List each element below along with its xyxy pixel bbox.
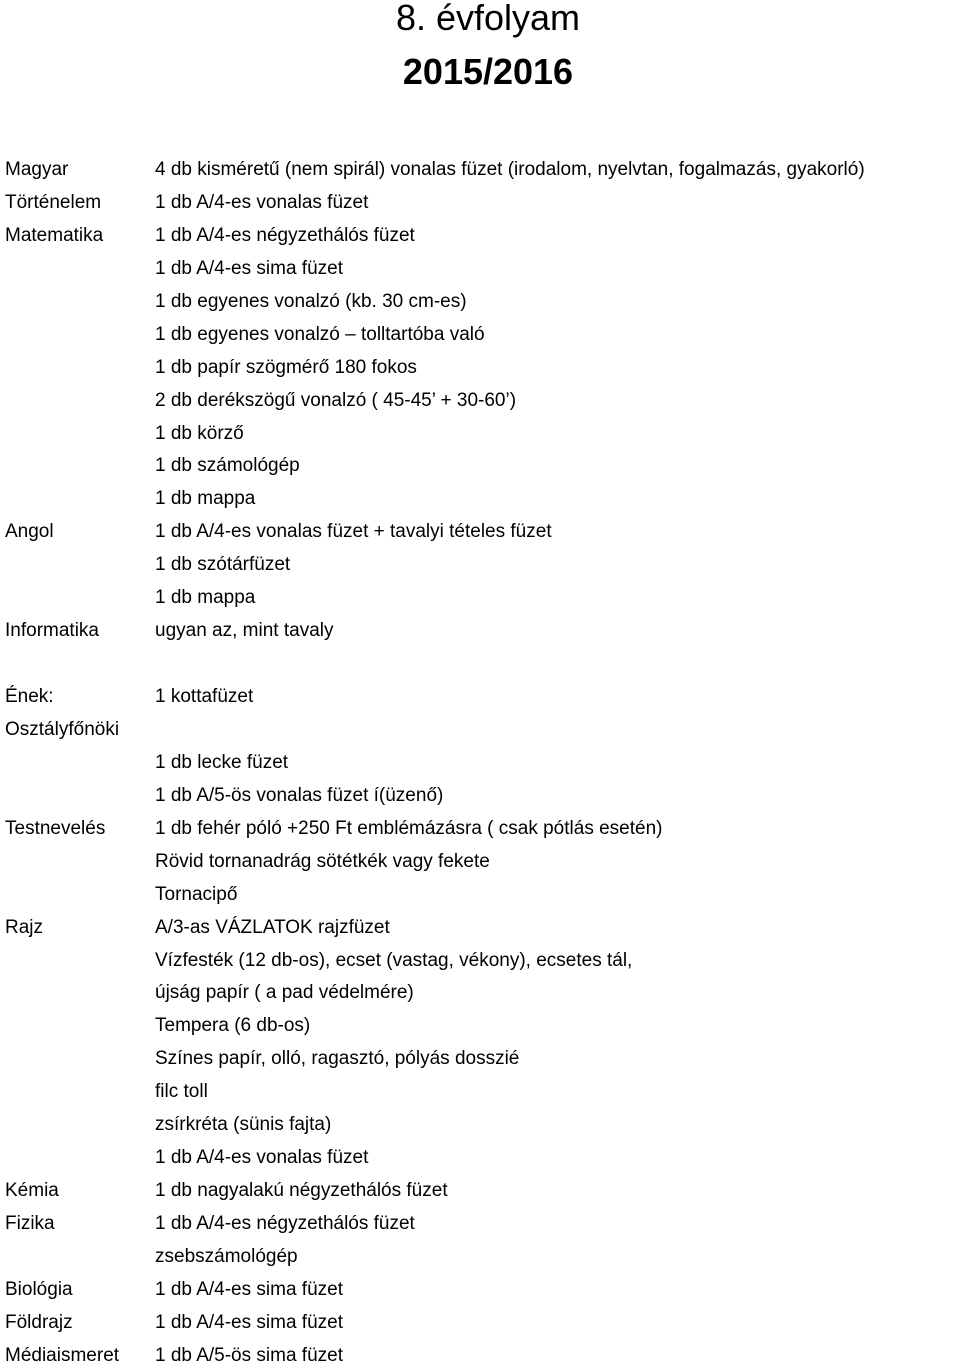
supply-item-text: Vízfesték (12 db-os), ecset (vastag, vékony), ecsetes tál, — [155, 949, 633, 971]
supply-row — [0, 551, 960, 579]
supply-row — [0, 1210, 960, 1238]
supply-row — [0, 1144, 960, 1172]
school-year-title: 2015/2016 — [402, 51, 574, 92]
supply-list — [0, 156, 960, 1370]
supply-item-text: 4 db kisméretű (nem spirál) vonalas füzet (irodalom, nyelvtan, fogalmazás, gyakorló) — [155, 159, 865, 180]
supply-row — [0, 881, 960, 909]
supply-item-text: 1 db mappa — [155, 488, 256, 510]
subject-label: Fizika — [5, 1213, 55, 1234]
supply-row — [0, 485, 960, 513]
supply-item-text: 1 db A/5-ös vonalas füzet í(üzenő) — [155, 784, 444, 806]
supply-row — [0, 354, 960, 382]
subject-label: Biológia — [5, 1278, 73, 1300]
supply-row — [0, 1012, 960, 1040]
supply-item-text: Tempera (6 db-os) — [155, 1015, 311, 1037]
supply-item-text: 1 db A/4-es vonalas füzet — [155, 191, 369, 213]
subject-label: Földrajz — [5, 1311, 73, 1333]
subject-label: Angol — [5, 521, 54, 543]
supply-item-text: 1 db fehér póló +250 Ft emblémázásra ( csak pótlás esetén) — [155, 817, 663, 839]
supply-item-text: 1 db egyenes vonalzó – tolltartóba való — [155, 323, 485, 345]
supply-row — [0, 1243, 960, 1271]
subject-label: Osztályfőnöki — [5, 718, 120, 740]
supply-row — [0, 1342, 960, 1370]
supply-row — [0, 156, 960, 184]
grade-title: 8. évfolyam — [395, 0, 581, 38]
supply-row — [0, 650, 960, 678]
supply-row — [0, 1309, 960, 1337]
supply-row — [0, 321, 960, 349]
supply-row — [0, 749, 960, 777]
supply-item-text: 1 db A/4-es vonalas füzet + tavalyi tételes füzet — [155, 521, 552, 543]
supply-row — [0, 1078, 960, 1106]
subject-label: Matematika — [5, 224, 104, 246]
supply-item-text: 1 db egyenes vonalzó (kb. 30 cm-es) — [155, 290, 467, 312]
supply-item-text: 1 db lecke füzet — [155, 751, 289, 773]
subject-label: Rajz — [5, 916, 44, 938]
supply-item-text: 1 db A/4-es sima füzet — [155, 257, 343, 279]
supply-row — [0, 1045, 960, 1073]
supply-item-text: 2 db derékszögű vonalzó ( 45-45’ + 30-60’) — [155, 389, 517, 411]
supply-item-text: 1 db papír szögmérő 180 fokos — [155, 356, 417, 378]
subject-label: Magyar — [5, 159, 69, 180]
supply-row — [0, 914, 960, 942]
supply-item-text: 1 db mappa — [155, 587, 256, 609]
supply-row — [0, 1276, 960, 1304]
supply-row — [0, 189, 960, 217]
supply-item-text: ugyan az, mint tavaly — [155, 620, 334, 642]
supply-row — [0, 222, 960, 250]
supply-item-text: 1 db A/4-es négyzethálós füzet — [155, 224, 415, 246]
supply-item-text: újság papír ( a pad védelmére) — [155, 982, 414, 1004]
subject-label: Médiaismeret — [5, 1344, 120, 1366]
subject-label: Történelem — [5, 191, 102, 213]
supply-row — [0, 288, 960, 316]
supply-item-text: Rövid tornanadrág sötétkék vagy fekete — [155, 850, 490, 872]
supply-item-text: 1 db A/4-es négyzethálós füzet — [155, 1213, 415, 1234]
supply-item-text: 1 db A/4-es sima füzet — [155, 1278, 343, 1300]
supply-row — [0, 420, 960, 448]
supply-row — [0, 617, 960, 645]
supply-item-text: 1 db A/5-ös sima füzet — [155, 1344, 343, 1366]
supply-row — [0, 518, 960, 546]
supply-row — [0, 387, 960, 415]
subject-label: Testnevelés — [5, 817, 106, 839]
supply-row — [0, 452, 960, 480]
supply-row — [0, 1111, 960, 1139]
supply-item-text: A/3-as VÁZLATOK rajzfüzet — [155, 916, 390, 938]
supply-item-text: 1 db számológép — [155, 455, 300, 477]
supply-row — [0, 979, 960, 1007]
supply-item-text: 1 db körző — [155, 422, 244, 444]
subject-label: Ének: — [5, 686, 54, 707]
supply-row — [0, 815, 960, 843]
supply-item-text: zsírkréta (sünis fajta) — [155, 1114, 332, 1136]
supply-row — [0, 947, 960, 975]
supply-item-text: 1 db A/4-es sima füzet — [155, 1311, 343, 1333]
subject-label: Kémia — [5, 1180, 59, 1202]
supply-item-text: 1 kottafüzet — [155, 686, 254, 707]
supply-item-text: Színes papír, olló, ragasztó, pólyás dosszié — [155, 1048, 520, 1070]
subject-label: Informatika — [5, 620, 99, 642]
supply-row — [0, 683, 960, 711]
supply-row — [0, 782, 960, 810]
supply-item-text: filc toll — [155, 1081, 208, 1103]
supply-item-text: 1 db szótárfüzet — [155, 554, 291, 576]
supply-row — [0, 848, 960, 876]
supply-row — [0, 255, 960, 283]
supply-row — [0, 1177, 960, 1205]
supply-row — [0, 716, 960, 744]
supply-item-text: 1 db A/4-es vonalas füzet — [155, 1147, 369, 1169]
supply-item-text: zsebszámológép — [155, 1245, 298, 1267]
supply-row — [0, 584, 960, 612]
supply-item-text: Tornacipő — [155, 883, 238, 905]
supply-item-text: 1 db nagyalakú négyzethálós füzet — [155, 1180, 448, 1202]
